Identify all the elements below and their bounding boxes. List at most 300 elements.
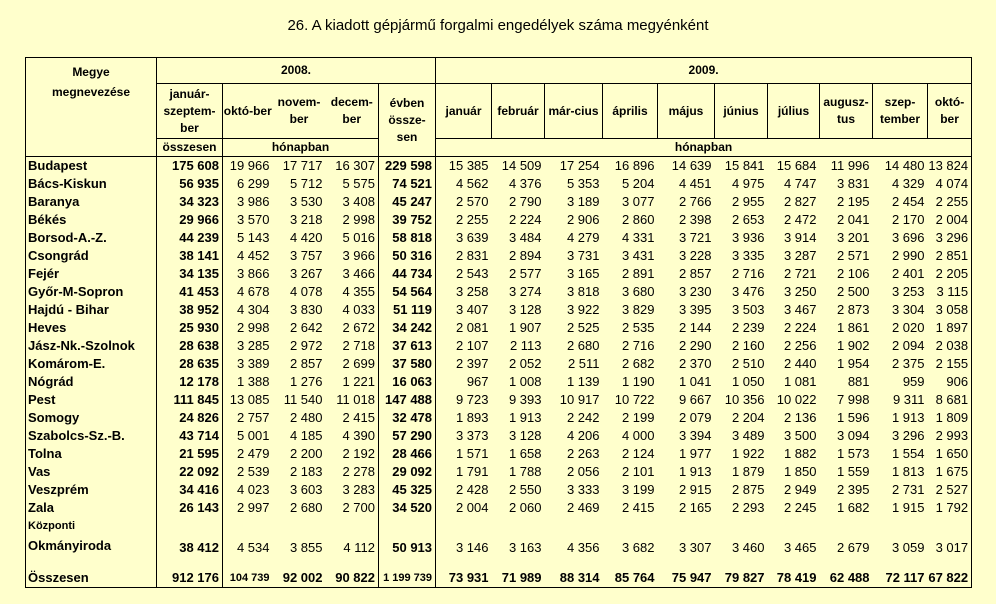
header-col-2008-label: októ-ber bbox=[223, 103, 272, 118]
header-col-2009-label: június bbox=[723, 103, 759, 118]
header-col-2009-label: augusz-tus bbox=[823, 95, 869, 126]
cell: 4 975 bbox=[731, 176, 765, 191]
cell: 3 250 bbox=[783, 284, 817, 299]
cell: 2 543 bbox=[436, 265, 492, 283]
cell: 2 038 bbox=[928, 337, 972, 355]
cell: 3 476 bbox=[731, 284, 765, 299]
table-row bbox=[26, 193, 972, 211]
cell: 5 143 bbox=[236, 230, 270, 245]
cell: 2 205 bbox=[928, 265, 972, 283]
cell: 3 296 bbox=[891, 428, 925, 443]
cell: 14 639 bbox=[658, 157, 715, 176]
cell: 15 841 bbox=[715, 157, 768, 176]
row-name bbox=[26, 517, 157, 557]
header-megnevezes-label: megnevezése bbox=[51, 85, 131, 99]
cell: 5 001 bbox=[236, 428, 270, 443]
row-name-line1: Központi bbox=[28, 520, 76, 532]
cell: 1 658 bbox=[508, 446, 542, 461]
cell: 3 682 bbox=[621, 540, 655, 555]
header-col-2009-label: már-cius bbox=[548, 103, 599, 118]
header-col-2009-9 bbox=[928, 84, 972, 139]
cell: 16 307 bbox=[326, 157, 379, 176]
table-row bbox=[26, 499, 972, 517]
cell: 2 472 bbox=[783, 212, 817, 227]
cell: 2 081 bbox=[436, 319, 492, 337]
row-name: Vas bbox=[26, 463, 157, 481]
cell: 2 263 bbox=[566, 446, 600, 461]
cell: 1 915 bbox=[891, 500, 925, 515]
cell: 2 510 bbox=[731, 356, 765, 371]
table-row bbox=[26, 391, 972, 409]
cell: 44 239 bbox=[157, 229, 223, 247]
cell: 3 230 bbox=[678, 284, 712, 299]
cell: 3 503 bbox=[731, 302, 765, 317]
cell: 1 139 bbox=[566, 374, 600, 389]
cell: 2 200 bbox=[289, 446, 323, 461]
cell: 78 419 bbox=[768, 557, 820, 587]
cell: 2 255 bbox=[928, 193, 972, 211]
header-col-2008-label: novem-ber bbox=[277, 95, 321, 126]
row-name: Borsod-A.-Z. bbox=[26, 229, 157, 247]
cell: 4 420 bbox=[289, 230, 323, 245]
cell: 3 218 bbox=[289, 212, 323, 227]
cell: 3 465 bbox=[783, 540, 817, 555]
cell: 3 639 bbox=[436, 229, 492, 247]
cell: 2 415 bbox=[621, 500, 655, 515]
cell: 2 700 bbox=[326, 499, 379, 517]
header-col-2009-8 bbox=[873, 84, 928, 139]
cell: 75 947 bbox=[658, 557, 715, 587]
table-row bbox=[26, 211, 972, 229]
cell: 3 059 bbox=[891, 540, 925, 555]
header-honapban-2008: hónapban bbox=[223, 139, 379, 157]
cell: 2 857 bbox=[289, 356, 323, 371]
cell: 2 136 bbox=[783, 410, 817, 425]
cell: 3 830 bbox=[289, 302, 323, 317]
header-col-2008-4 bbox=[379, 84, 436, 157]
cell: 1 913 bbox=[891, 410, 925, 425]
cell: 11 018 bbox=[326, 391, 379, 409]
cell: 1 554 bbox=[891, 446, 925, 461]
cell: 50 913 bbox=[379, 517, 436, 557]
cell: 44 734 bbox=[379, 265, 436, 283]
cell: 22 092 bbox=[157, 463, 223, 481]
cell: 3 500 bbox=[783, 428, 817, 443]
table-row bbox=[26, 463, 972, 481]
header-col-2009-0 bbox=[436, 84, 492, 139]
cell: 1 008 bbox=[508, 374, 542, 389]
row-name: Csongrád bbox=[26, 247, 157, 265]
header-col-2009-2 bbox=[545, 84, 603, 139]
cell: 29 966 bbox=[157, 211, 223, 229]
cell: 4 356 bbox=[566, 540, 600, 555]
header-col-2009-label: január bbox=[445, 103, 482, 118]
cell: 3 283 bbox=[326, 481, 379, 499]
cell: 3 017 bbox=[928, 517, 972, 557]
header-col-2009-7 bbox=[820, 84, 873, 139]
cell: 2 428 bbox=[436, 481, 492, 499]
cell: 4 206 bbox=[566, 428, 600, 443]
cell: 3 696 bbox=[891, 230, 925, 245]
cell: 2 998 bbox=[236, 320, 270, 335]
cell: 104 739 bbox=[223, 557, 273, 587]
cell: 3 146 bbox=[436, 517, 492, 557]
cell: 4 390 bbox=[326, 427, 379, 445]
cell: 4 279 bbox=[566, 230, 600, 245]
cell: 4 355 bbox=[326, 283, 379, 301]
cell: 2 224 bbox=[508, 212, 542, 227]
cell: 2 293 bbox=[731, 500, 765, 515]
cell: 1 902 bbox=[836, 338, 870, 353]
cell: 1 559 bbox=[836, 464, 870, 479]
cell: 74 521 bbox=[379, 175, 436, 193]
cell: 17 717 bbox=[273, 157, 326, 176]
cell: 2 242 bbox=[566, 410, 600, 425]
cell: 10 917 bbox=[559, 392, 600, 407]
cell: 2 790 bbox=[508, 194, 542, 209]
cell: 2 682 bbox=[621, 356, 655, 371]
cell: 912 176 bbox=[157, 557, 223, 587]
cell: 3 304 bbox=[891, 302, 925, 317]
cell: 9 393 bbox=[508, 392, 542, 407]
cell: 7 998 bbox=[836, 392, 870, 407]
header-osszesen: összesen bbox=[157, 139, 223, 157]
data-table bbox=[25, 57, 972, 588]
cell: 3 115 bbox=[928, 283, 972, 301]
cell: 2 716 bbox=[621, 338, 655, 353]
cell: 3 267 bbox=[289, 266, 323, 281]
cell: 2 990 bbox=[891, 248, 925, 263]
cell: 10 722 bbox=[614, 392, 655, 407]
cell: 4 185 bbox=[289, 428, 323, 443]
cell: 2 949 bbox=[783, 482, 817, 497]
cell: 2 004 bbox=[928, 211, 972, 229]
cell: 2 680 bbox=[289, 500, 323, 515]
cell: 3 274 bbox=[508, 284, 542, 299]
cell: 2 113 bbox=[509, 338, 542, 353]
cell: 2 500 bbox=[836, 284, 870, 299]
cell: 2 290 bbox=[678, 338, 712, 353]
cell: 2 056 bbox=[566, 464, 600, 479]
cell: 2 757 bbox=[236, 410, 270, 425]
cell: 16 063 bbox=[379, 373, 436, 391]
cell: 32 478 bbox=[379, 409, 436, 427]
cell: 1 675 bbox=[928, 463, 972, 481]
cell: 24 826 bbox=[157, 409, 223, 427]
cell: 1 791 bbox=[436, 463, 492, 481]
cell: 1 861 bbox=[836, 320, 870, 335]
cell: 3 570 bbox=[236, 212, 270, 227]
cell: 2 165 bbox=[678, 500, 712, 515]
table-row bbox=[26, 265, 972, 283]
header-col-2009-label: szep-tember bbox=[880, 95, 921, 126]
cell: 9 311 bbox=[892, 392, 925, 407]
cell: 2 851 bbox=[928, 247, 972, 265]
cell: 3 285 bbox=[236, 338, 270, 353]
cell: 3 914 bbox=[783, 230, 817, 245]
cell: 4 112 bbox=[326, 517, 379, 557]
cell: 3 966 bbox=[326, 247, 379, 265]
cell: 3 389 bbox=[236, 356, 270, 371]
cell: 2 653 bbox=[731, 212, 765, 227]
cell: 45 247 bbox=[379, 193, 436, 211]
cell: 2 699 bbox=[326, 355, 379, 373]
cell: 2 020 bbox=[891, 320, 925, 335]
header-col-2008-2 bbox=[273, 84, 326, 139]
cell: 1 573 bbox=[836, 446, 870, 461]
cell: 959 bbox=[902, 374, 925, 389]
cell: 3 201 bbox=[836, 230, 870, 245]
cell: 2 511 bbox=[567, 356, 600, 371]
cell: 92 002 bbox=[273, 557, 326, 587]
cell: 2 894 bbox=[508, 248, 542, 263]
cell: 2 972 bbox=[289, 338, 323, 353]
cell: 2 875 bbox=[731, 482, 765, 497]
table-title: 26. A kiadott gépjármű forgalmi engedélyek száma megyénként bbox=[287, 17, 709, 34]
table-row bbox=[26, 445, 972, 463]
cell: 3 333 bbox=[566, 482, 600, 497]
cell: 2 395 bbox=[836, 482, 870, 497]
header-honapban-2009: hónapban bbox=[436, 139, 972, 157]
cell: 1 050 bbox=[731, 374, 765, 389]
cell: 88 314 bbox=[545, 557, 603, 587]
row-name: Fejér bbox=[26, 265, 157, 283]
cell: 2 766 bbox=[678, 194, 712, 209]
table-row-total bbox=[26, 557, 972, 587]
cell: 2 192 bbox=[326, 445, 379, 463]
cell: 2 160 bbox=[731, 338, 765, 353]
cell: 3 922 bbox=[566, 302, 600, 317]
row-name: Pest bbox=[26, 391, 157, 409]
row-name: Jász-Nk.-Szolnok bbox=[26, 337, 157, 355]
cell: 2 195 bbox=[836, 194, 870, 209]
cell: 13 085 bbox=[229, 392, 270, 407]
cell: 11 996 bbox=[820, 157, 873, 176]
cell: 1 041 bbox=[678, 374, 712, 389]
cell: 2 857 bbox=[678, 266, 712, 281]
table-row bbox=[26, 229, 972, 247]
cell: 39 752 bbox=[379, 211, 436, 229]
cell: 4 074 bbox=[928, 175, 972, 193]
cell: 2 570 bbox=[436, 193, 492, 211]
cell: 2 101 bbox=[621, 464, 655, 479]
cell: 2 525 bbox=[566, 320, 600, 335]
cell: 1 596 bbox=[836, 410, 870, 425]
cell: 2 155 bbox=[928, 355, 972, 373]
cell: 50 316 bbox=[379, 247, 436, 265]
row-name: Bács-Kiskun bbox=[26, 175, 157, 193]
cell: 2 993 bbox=[928, 427, 972, 445]
header-col-2008-3 bbox=[326, 84, 379, 139]
cell: 3 094 bbox=[836, 428, 870, 443]
cell: 3 855 bbox=[289, 540, 323, 555]
cell: 967 bbox=[436, 373, 492, 391]
cell: 1 897 bbox=[928, 319, 972, 337]
cell: 10 356 bbox=[724, 392, 765, 407]
cell: 26 143 bbox=[157, 499, 223, 517]
cell: 2 107 bbox=[436, 337, 492, 355]
cell: 1 809 bbox=[928, 409, 972, 427]
table-row bbox=[26, 427, 972, 445]
header-col-2009-label: április bbox=[612, 103, 648, 118]
cell: 4 033 bbox=[326, 301, 379, 319]
header-col-2009-3 bbox=[603, 84, 658, 139]
cell: 3 431 bbox=[621, 248, 655, 263]
cell: 73 931 bbox=[436, 557, 492, 587]
cell: 4 331 bbox=[621, 230, 655, 245]
cell: 3 373 bbox=[436, 427, 492, 445]
row-name: Heves bbox=[26, 319, 157, 337]
cell: 2 454 bbox=[891, 194, 925, 209]
cell: 1 922 bbox=[731, 446, 765, 461]
cell: 67 822 bbox=[928, 557, 972, 587]
cell: 14 480 bbox=[873, 157, 928, 176]
header-col-2009-label: októ-ber bbox=[934, 95, 965, 126]
cell: 54 564 bbox=[379, 283, 436, 301]
cell: 15 385 bbox=[436, 157, 492, 176]
cell: 3 757 bbox=[289, 248, 323, 263]
header-col-2009-1 bbox=[492, 84, 545, 139]
cell: 2 577 bbox=[508, 266, 542, 281]
cell: 2 375 bbox=[891, 356, 925, 371]
cell: 4 562 bbox=[436, 175, 492, 193]
cell: 3 829 bbox=[621, 302, 655, 317]
cell: 1 977 bbox=[678, 446, 712, 461]
cell: 41 453 bbox=[157, 283, 223, 301]
cell: 2 415 bbox=[326, 409, 379, 427]
table-row-kozponti bbox=[26, 517, 972, 557]
row-name: Békés bbox=[26, 211, 157, 229]
cell: 2 873 bbox=[836, 302, 870, 317]
cell: 3 077 bbox=[621, 194, 655, 209]
cell: 1 388 bbox=[236, 374, 270, 389]
header-megye-label: Megye bbox=[72, 65, 110, 79]
table-row bbox=[26, 247, 972, 265]
cell: 4 452 bbox=[236, 248, 270, 263]
cell: 4 747 bbox=[783, 176, 817, 191]
cell: 29 092 bbox=[379, 463, 436, 481]
cell: 79 827 bbox=[715, 557, 768, 587]
header-megye bbox=[26, 58, 157, 157]
cell: 28 638 bbox=[157, 337, 223, 355]
row-name: Tolna bbox=[26, 445, 157, 463]
cell: 2 398 bbox=[678, 212, 712, 227]
cell: 14 509 bbox=[492, 157, 545, 176]
cell: 2 124 bbox=[621, 446, 655, 461]
cell: 1 850 bbox=[783, 464, 817, 479]
cell: 1 879 bbox=[731, 464, 765, 479]
cell: 5 204 bbox=[621, 176, 655, 191]
cell: 3 163 bbox=[508, 540, 542, 555]
cell: 38 412 bbox=[157, 517, 223, 557]
cell: 38 952 bbox=[157, 301, 223, 319]
cell: 2 731 bbox=[891, 482, 925, 497]
cell: 2 041 bbox=[836, 212, 870, 227]
table-row bbox=[26, 319, 972, 337]
header-col-2009-5 bbox=[715, 84, 768, 139]
cell: 2 860 bbox=[621, 212, 655, 227]
cell: 3 530 bbox=[289, 194, 323, 209]
cell: 881 bbox=[847, 374, 870, 389]
row-name: Győr-M-Sopron bbox=[26, 283, 157, 301]
cell: 4 376 bbox=[508, 176, 542, 191]
cell: 4 534 bbox=[236, 540, 270, 555]
row-name: Hajdú - Bihar bbox=[26, 301, 157, 319]
cell: 3 603 bbox=[289, 482, 323, 497]
cell: 45 325 bbox=[379, 481, 436, 499]
cell: 15 684 bbox=[768, 157, 820, 176]
cell: 3 731 bbox=[566, 248, 600, 263]
cell: 34 520 bbox=[379, 499, 436, 517]
row-name: Baranya bbox=[26, 193, 157, 211]
cell: 2 278 bbox=[326, 463, 379, 481]
cell: 2 915 bbox=[678, 482, 712, 497]
cell: 1 813 bbox=[891, 464, 925, 479]
cell: 8 681 bbox=[928, 391, 972, 409]
cell: 3 484 bbox=[508, 230, 542, 245]
table-row bbox=[26, 481, 972, 499]
cell: 2 079 bbox=[678, 410, 712, 425]
cell: 2 370 bbox=[678, 356, 712, 371]
cell: 1 650 bbox=[928, 445, 972, 463]
cell: 2 480 bbox=[289, 410, 323, 425]
cell: 2 170 bbox=[891, 212, 925, 227]
cell: 2 224 bbox=[783, 320, 817, 335]
cell: 2 469 bbox=[566, 500, 600, 515]
cell: 2 199 bbox=[621, 410, 655, 425]
cell: 5 575 bbox=[326, 175, 379, 193]
cell: 3 489 bbox=[731, 428, 765, 443]
cell: 4 678 bbox=[236, 284, 270, 299]
cell: 3 189 bbox=[566, 194, 600, 209]
cell: 2 571 bbox=[836, 248, 870, 263]
cell: 3 258 bbox=[436, 283, 492, 301]
row-name-line2: Okmányiroda bbox=[28, 538, 112, 553]
cell: 2 094 bbox=[891, 338, 925, 353]
cell: 38 141 bbox=[157, 247, 223, 265]
cell: 1 893 bbox=[436, 409, 492, 427]
cell: 43 714 bbox=[157, 427, 223, 445]
cell: 2 239 bbox=[731, 320, 765, 335]
cell: 1 913 bbox=[508, 410, 542, 425]
cell: 71 989 bbox=[492, 557, 545, 587]
row-name: Somogy bbox=[26, 409, 157, 427]
header-col-2009-label: július bbox=[777, 103, 810, 118]
cell: 2 906 bbox=[566, 212, 600, 227]
cell: 4 451 bbox=[678, 176, 712, 191]
cell: 1 221 bbox=[326, 373, 379, 391]
cell: 3 165 bbox=[566, 266, 600, 281]
cell: 3 228 bbox=[678, 248, 712, 263]
cell: 17 254 bbox=[545, 157, 603, 176]
cell: 3 460 bbox=[731, 540, 765, 555]
cell: 3 394 bbox=[678, 428, 712, 443]
cell: 1 081 bbox=[783, 374, 817, 389]
cell: 37 613 bbox=[379, 337, 436, 355]
cell: 175 608 bbox=[157, 157, 223, 176]
cell: 3 128 bbox=[508, 302, 542, 317]
cell: 2 539 bbox=[236, 464, 270, 479]
row-name: Zala bbox=[26, 499, 157, 517]
cell: 16 896 bbox=[603, 157, 658, 176]
cell: 2 183 bbox=[289, 464, 323, 479]
row-name: Szabolcs-Sz.-B. bbox=[26, 427, 157, 445]
cell: 85 764 bbox=[603, 557, 658, 587]
cell: 2 256 bbox=[783, 338, 817, 353]
cell: 10 022 bbox=[776, 392, 817, 407]
header-col-2009-label: február bbox=[497, 103, 539, 118]
cell: 51 119 bbox=[379, 301, 436, 319]
